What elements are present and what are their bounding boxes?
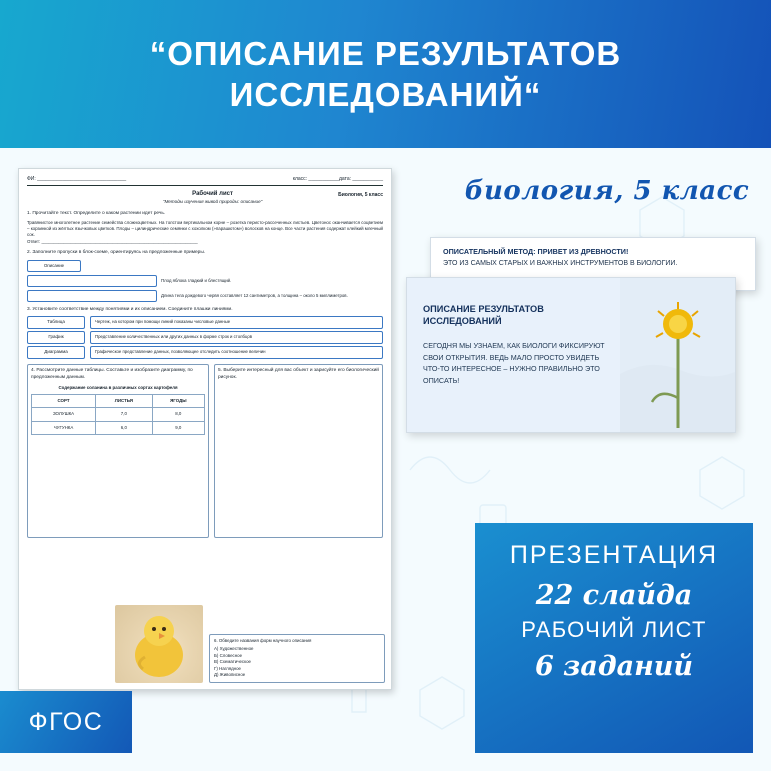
chick-photo bbox=[115, 605, 203, 683]
table-col-0: СОРТ bbox=[32, 394, 96, 407]
cell-1-0: ЧУГУНКА bbox=[32, 421, 96, 434]
slide-b-body: СЕГОДНЯ МЫ УЗНАЕМ, КАК БИОЛОГИ ФИКСИРУЮТ СВОИ ОТКРЫТИЯ. ВЕДЬ МАЛО ПРОСТО УВИДЕТЬ ЧТО-ТО ИНТЕРЕСНОЕ – НУЖНО ПРАВИЛЬНО ЭТО ОПИСАТЬ! bbox=[423, 340, 605, 385]
slide-a-title: ОПИСАТЕЛЬНЫЙ МЕТОД: ПРИВЕТ ИЗ ДРЕВНОСТИ! bbox=[443, 247, 629, 256]
task-6-title: 6. Обведите названия форм научного описания bbox=[214, 638, 312, 644]
task-1-answer-line: Ответ: ________________________________________________________________ bbox=[27, 238, 198, 244]
cell-0-1: 7,0 bbox=[96, 408, 153, 421]
page-title: “ОПИСАНИЕ РЕЗУЛЬТАТОВ ИССЛЕДОВАНИЙ“ bbox=[149, 34, 622, 113]
cell-0-0: ЗОЛУШКА bbox=[32, 408, 96, 421]
task-1-text: Травянистое многолетнее растение семейства сложноцветных. На толстом вертикальном корне – розетка перисто-рассеченных листьев. Цветонос оканчивается соцветием – корзинкой из жёлтых язычковых цветков. Плоды – цилиндрические семянки с хохолком (»парашютом») волосков на конце. Все части растения содержат клейкий млечный сок. bbox=[27, 219, 383, 238]
drawing-area[interactable] bbox=[218, 384, 379, 534]
task-1-title: 1. Прочитайте текст. Определите о каком растении идет речь. bbox=[27, 210, 166, 216]
slide-a-subtitle: ЭТО ИЗ САМЫХ СТАРЫХ И ВАЖНЫХ ИНСТРУМЕНТОВ В БИОЛОГИИ. bbox=[443, 260, 678, 267]
worksheet-subtitle: "Методы изучения живой природы: описание" bbox=[162, 198, 263, 204]
match-term-0[interactable]: Таблица bbox=[27, 316, 85, 329]
worksheet-title: Рабочий лист bbox=[192, 191, 233, 198]
promo-tasks-count: 6 заданий bbox=[534, 651, 694, 682]
date-field: дата: ___________ bbox=[339, 176, 383, 182]
match-definition-0[interactable]: Чертеж, на котором при помощи линий показаны числовые данные bbox=[90, 316, 383, 329]
task-2 bbox=[27, 250, 383, 302]
dandelion-icon bbox=[620, 278, 735, 433]
task-6-option-4[interactable]: Д) Живописное bbox=[214, 672, 246, 678]
match-definition-2[interactable]: Графическое представление данных, позволяющее отследить соотношение величин bbox=[90, 346, 383, 359]
match-row bbox=[27, 316, 383, 329]
task-6-option-2[interactable]: В) Схематическое bbox=[214, 659, 251, 665]
blockscheme-root-box: Описание bbox=[27, 260, 81, 272]
slide-b-text-area bbox=[407, 278, 620, 432]
task-2-blockscheme bbox=[27, 260, 383, 302]
class-field: класс: ___________ bbox=[292, 176, 340, 182]
task-4 bbox=[27, 364, 209, 538]
table-col-2: ЯГОДЫ bbox=[152, 394, 204, 407]
blockscheme-blank-1[interactable] bbox=[27, 275, 157, 287]
blockscheme-note-2: Длина тела дождевого червя составляет 12 сантиметров, а толщина – около 5 миллиметров. bbox=[161, 292, 348, 298]
task-6 bbox=[209, 634, 385, 683]
slide-b-title: ОПИСАНИЕ РЕЗУЛЬТАТОВ ИССЛЕДОВАНИЙ bbox=[423, 304, 544, 326]
slide-preview-main bbox=[406, 277, 736, 433]
task-4-table-caption: Содержание соланина в различных сортах картофеля bbox=[58, 384, 178, 390]
task-6-option-1[interactable]: Б) Словесное bbox=[214, 652, 243, 658]
task-6-option-0[interactable]: А) Художественное bbox=[214, 645, 254, 651]
chick-illustration-icon bbox=[115, 605, 203, 683]
match-definition-1[interactable]: Представление количественных или других данных в форме строк и столбцов bbox=[90, 331, 383, 344]
match-row bbox=[27, 346, 383, 359]
cell-0-2: 8,0 bbox=[152, 408, 204, 421]
worksheet-course: Биология, 5 класс bbox=[338, 192, 383, 199]
worksheet-sheet bbox=[18, 168, 392, 690]
table-row bbox=[32, 421, 205, 434]
subject-script-title: биология, 5 класс bbox=[464, 176, 750, 206]
task-3 bbox=[27, 307, 383, 359]
task-6-option-3[interactable]: Г) Наглядное bbox=[214, 665, 241, 671]
table-header-row bbox=[32, 394, 205, 407]
fgos-label: ФГОС bbox=[28, 707, 104, 736]
task-5-title: 5. Выберите интересный для вас объект и зарисуйте его биологический рисунок. bbox=[218, 367, 379, 380]
match-term-1[interactable]: График bbox=[27, 331, 85, 344]
promo-panel bbox=[475, 523, 753, 753]
header-banner bbox=[0, 0, 771, 148]
promo-presentation-label: ПРЕЗЕНТАЦИЯ bbox=[509, 541, 719, 569]
task-2-title: 2. Заполните пропуски в блок-схеме, ориентируясь на предложенные примеры. bbox=[27, 250, 206, 256]
soланин-table bbox=[31, 394, 205, 435]
task-3-title: 3. Установите соответствие между понятиями и их описанием. Соедините плашки линиями. bbox=[27, 307, 233, 313]
task-5 bbox=[214, 364, 383, 538]
table-row bbox=[32, 408, 205, 421]
match-row bbox=[27, 331, 383, 344]
promo-worksheet-label: РАБОЧИЙ ЛИСТ bbox=[521, 617, 707, 642]
blockscheme-note-1: Плод яблока гладкий и блестящий. bbox=[161, 277, 232, 283]
cell-1-2: 9,0 bbox=[152, 421, 204, 434]
fgos-badge bbox=[0, 691, 132, 753]
cell-1-1: 6,0 bbox=[96, 421, 153, 434]
table-col-1: ЛИСТЬЯ bbox=[96, 394, 153, 407]
tasks-4-5-row bbox=[27, 364, 383, 538]
blockscheme-blank-2[interactable] bbox=[27, 290, 157, 302]
worksheet-header bbox=[27, 190, 383, 205]
task-4-title: 4. Рассмотрите данные таблицы. Составьте и изобразите диаграмму, по предложенным данным. bbox=[31, 367, 193, 380]
promo-slides-count: 22 слайда bbox=[535, 580, 693, 611]
slide-b-image bbox=[620, 278, 735, 432]
match-term-2[interactable]: Диаграмма bbox=[27, 346, 85, 359]
student-name-field: ФИ: ________________________________ bbox=[27, 176, 127, 182]
task-1 bbox=[27, 211, 383, 245]
worksheet-identity-line bbox=[27, 176, 383, 186]
